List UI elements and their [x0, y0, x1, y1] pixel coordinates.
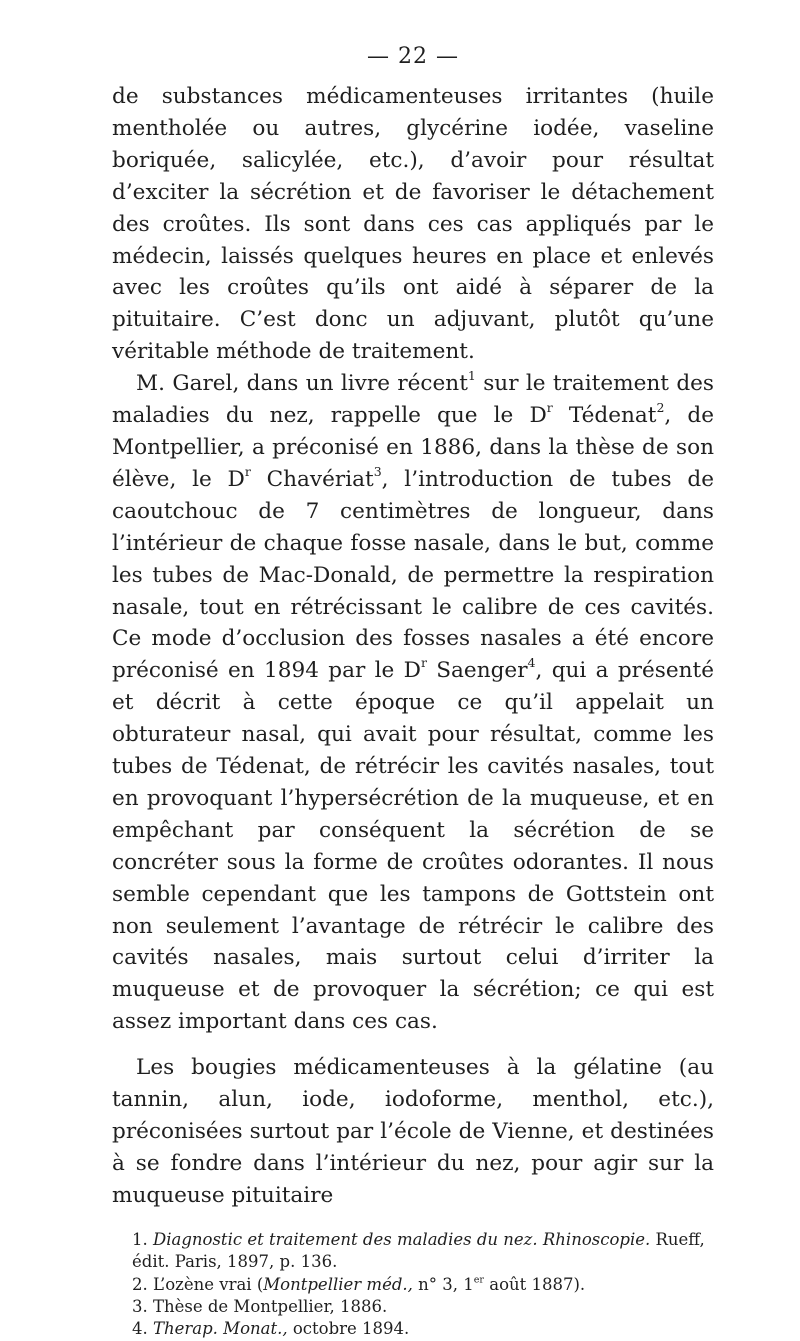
footnote-2 [132, 1274, 714, 1296]
text-run: , l’introduction de tubes de caoutchouc de 7 centimètres de longueur, dans l’intérieur de chaque fosse nasale, dans le but, comme les tubes de Mac-Donald, de permettre la respiration nasale, tout en rétrécissant le calibre de ces cavités. Ce mode d’occlusion des fosses nasales a été encore préconisé en 1894 par le D [112, 466, 714, 684]
text-run: de substances médicamenteuses irritantes (huile mentholée ou autres, glycérine iodée, vaseline boriquée, salicylée, etc.), d’avoir pour résultat d’exciter la sécrétion et de favoriser le détachement des croûtes. Ils sont dans ces cas appliqués par le médecin, laissés quelques heures en place et enlevés avec les croûtes qu’ils ont aidé à séparer de la pituitaire. C’est donc un adjuvant, plutôt qu’une véritable méthode de traitement. [112, 84, 714, 365]
text-run: , qui a présenté et décrit à cette époque ce qu’il appelait un obturateur nasal, qui avait pour résultat, comme les tubes de Tédenat, de rétrécir les cavités nasales, tout en provoquant l’hypersécrétion de la muqueuse, et en empêchant par conséquent la sécrétion de se concréter sous la forme de croûtes odorantes. Il nous semble cependant que les tampons de Gottstein ont non seulement l’avantage de rétrécir le calibre des cavités nasales, mais surtout celui d’irriter la muqueuse et de provoquer la sécrétion; ce qui est assez important dans ces cas. [112, 658, 714, 1035]
text-run: sur le traitement des maladies du nez, rappelle que le D [112, 371, 715, 429]
italic-text: Montpellier méd., [263, 1274, 413, 1294]
text-run: Rueff, édit. Paris, 1897, p. 136. [132, 1229, 705, 1272]
superscript: r [546, 400, 553, 416]
text-run: M. Garel, dans un livre récent [136, 371, 468, 397]
page-number: — 22 — [367, 44, 459, 69]
body-text [112, 81, 714, 1212]
superscript: r [420, 655, 427, 671]
text-run: Chavériat [250, 466, 374, 492]
italic-text: Diagnostic et traitement des maladies du nez. Rhinoscopie. [153, 1229, 651, 1249]
italic-text: Therap. Monat., [153, 1319, 288, 1339]
text-run: , de Montpellier, a préconisé en 1886, dans la thèse de son élève, le D [112, 403, 714, 492]
paragraph-3 [112, 1052, 714, 1212]
footnote-4 [132, 1318, 714, 1340]
paragraph-2 [112, 368, 714, 1038]
superscript: 1 [467, 368, 476, 384]
superscript: r [244, 464, 251, 480]
superscript: er [473, 1274, 484, 1286]
text-run: août 1887). [483, 1274, 586, 1294]
superscript: 3 [373, 464, 382, 480]
text-run: n° 3, 1 [412, 1274, 474, 1294]
superscript: 4 [527, 655, 536, 671]
footnote-3 [132, 1296, 714, 1318]
text-run: 3. Thèse de Montpellier, 1886. [132, 1296, 388, 1316]
text-run: Les bougies médicamenteuses à la gélatine (au tannin, alun, iode, iodoforme, menthol, etc.), préconisées surtout par l’école de Vienne, et destinées à se fondre dans l’intérieur du nez, pour agir sur la muqueuse pituitaire [112, 1055, 714, 1208]
text-run: 4. [132, 1319, 153, 1339]
superscript: 2 [656, 400, 665, 416]
footnotes [112, 1229, 714, 1341]
paragraph-1 [112, 81, 714, 368]
text-run: 1. [132, 1229, 153, 1249]
text-run: Saenger [426, 658, 528, 684]
text-run: Tédenat [552, 403, 657, 429]
footnote-1 [132, 1229, 714, 1274]
text-run: octobre 1894. [287, 1319, 410, 1339]
text-run: 2. L’ozène vrai ( [132, 1274, 264, 1294]
